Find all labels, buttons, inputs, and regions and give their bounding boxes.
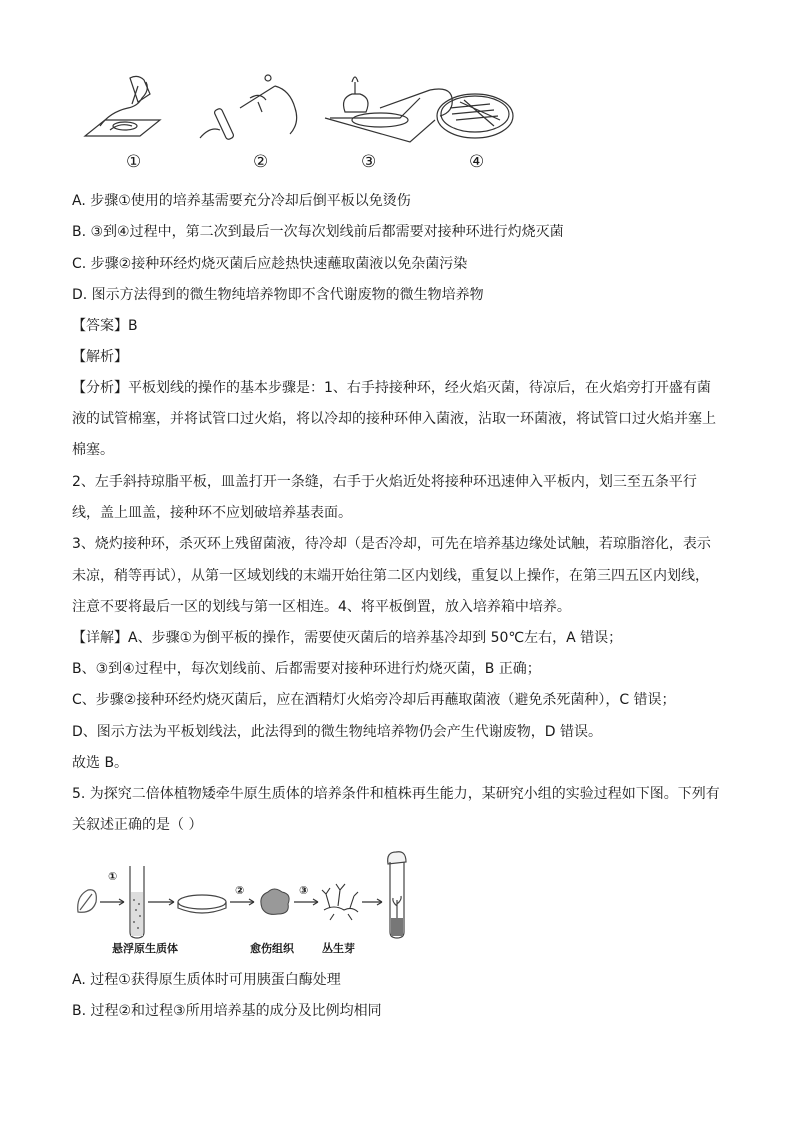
callus-drawing [261,889,289,914]
leaf-drawing [78,890,97,913]
label-shoots: 丛生芽 [322,942,355,955]
protoplast-culture-figure [72,848,422,958]
analysis-line: 未凉，稍等再试），从第一区域划线的末端开始往第二区内划线，重复以上操作，在第三四五区内划线， [72,568,709,584]
q5-option-b: B. 过程②和过程③所用培养基的成分及比例均相同 [72,1003,382,1019]
flow-step-2: ② [235,884,245,897]
step-3-label: ③ [361,152,377,172]
analysis-line: 3、烧灼接种环，杀灭环上残留菌液，待冷却（是否冷却，可先在培养基边缘处试触，若琼脂溶化，表示 [72,536,711,552]
analysis-line: 液的试管棉塞，并将试管口过火焰，将以冷却的接种环伸入菌液，沾取一环菌液，将试管口过火焰并塞上 [72,411,716,427]
step-1-label: ① [126,152,142,172]
q5-stem-line: 关叙述正确的是（ ） [72,817,203,833]
answer-line: 【答案】B [72,318,138,334]
flow-step-3: ③ [299,884,309,897]
streak-plate-figure [80,68,520,180]
label-protoplast: 悬浮原生质体 [112,942,178,955]
flow-step-1: ① [108,870,118,883]
shoots-drawing [322,884,358,920]
protoplast-flow-illustration [72,848,422,940]
tube-dipping-drawing [200,75,297,140]
label-callus: 愈伤组织 [250,942,294,955]
q4-option-d: D. 图示方法得到的微生物纯培养物即不含代谢废物的微生物培养物 [72,287,484,303]
analysis-title: 【解析】 [72,349,128,365]
analysis-line: 【分析】平板划线的操作的基本步骤是：1、右手持接种环，经火焰灭菌，待凉后，在火焰旁打开盛有菌 [72,380,711,396]
detail-line: C、步骤②接种环经灼烧灭菌后，应在酒精灯火焰旁冷却后再蘸取菌液（避免杀死菌种），C 错误； [72,692,676,708]
analysis-line: 2、左手斜持琼脂平板，皿盖打开一条缝，右手于火焰近处将接种环迅速伸入平板内，划三至五条平行 [72,474,697,490]
q5-option-a: A. 过程①获得原生质体时可用胰蛋白酶处理 [72,972,341,988]
culture-dish-drawing [178,895,226,913]
detail-line: 【详解】A、步骤①为倒平板的操作，需要使灭菌后的培养基冷却到 50℃左右，A 错误； [72,630,623,646]
q4-option-a: A. 步骤①使用的培养基需要充分冷却后倒平板以免烫伤 [72,193,411,209]
test-tube-drawing [130,866,144,938]
analysis-line: 棉塞。 [72,442,114,458]
detail-line: D、图示方法为平板划线法，此法得到的微生物纯培养物仍会产生代谢废物，D 错误。 [72,724,603,740]
plantlet-tube-drawing [388,852,406,938]
detail-line: 故选 B。 [72,755,129,771]
analysis-line: 线，盖上皿盖，接种环不应划破培养基表面。 [72,505,352,521]
detail-line: B、③到④过程中，每次划线前、后都需要对接种环进行灼烧灭菌，B 正确； [72,661,541,677]
q4-option-b: B. ③到④过程中，第二次到最后一次每次划线前后都需要对接种环进行灼烧灭菌 [72,224,564,240]
step-4-label: ④ [469,152,485,172]
petri-dish-drawing [437,94,513,138]
step-2-label: ② [253,152,269,172]
streak-plate-illustration [80,68,520,148]
analysis-line: 注意不要将最后一区的划线与第一区相连。4、将平板倒置，放入培养箱中培养。 [72,599,571,615]
streaking-drawing [325,77,452,142]
q5-stem-line: 5. 为探究二倍体植物矮牵牛原生质体的培养条件和植株再生能力，某研究小组的实验过程如下图。下列有 [72,786,720,802]
pouring-plate-drawing [85,76,160,136]
q4-option-c: C. 步骤②接种环经灼烧灭菌后应趁热快速蘸取菌液以免杂菌污染 [72,256,468,272]
